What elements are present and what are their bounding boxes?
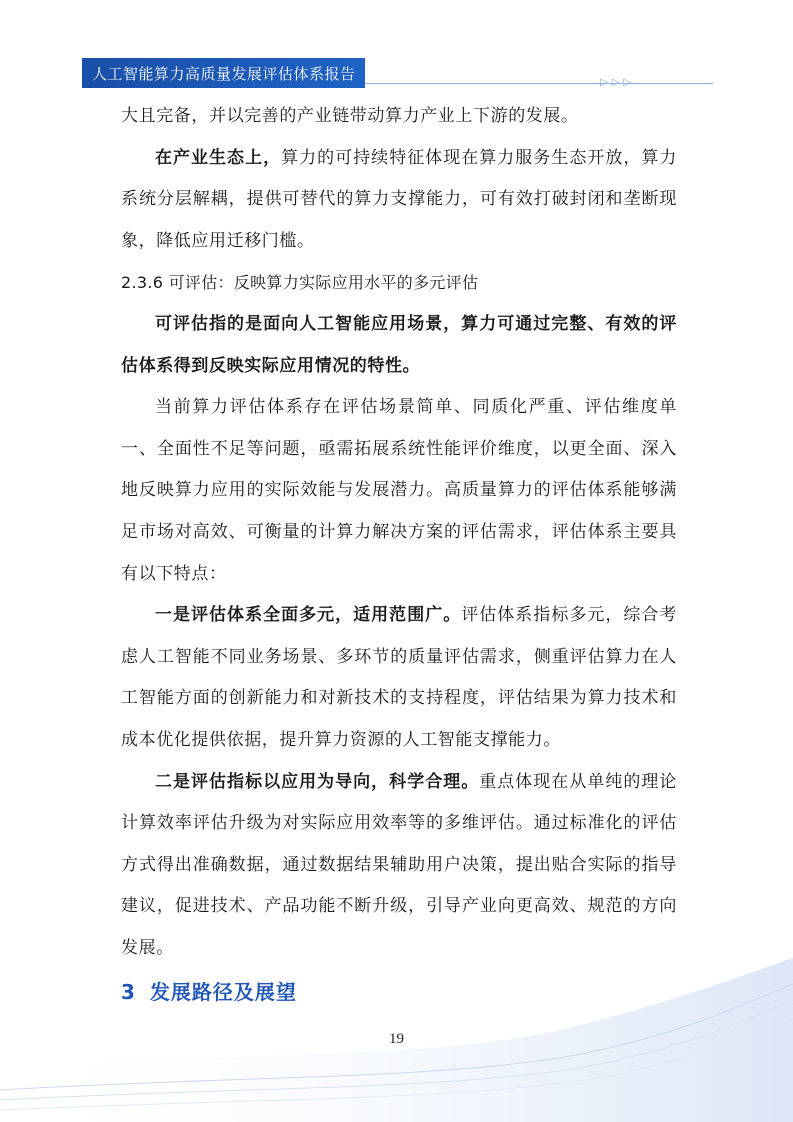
page-number: 19 <box>389 1031 404 1047</box>
chapter-title: 发展路径及展望 <box>149 980 297 1004</box>
paragraph-feature-1 <box>121 595 677 761</box>
paragraph-current-state: 当前算力评估体系存在评估场景简单、同质化严重、评估维度单一、全面性不足等问题，亟需拓展系统性能评价维度，以更全面、深入地反映算力应用的实际效能与发展潜力。高质量算力的评估体系能够满足市场对高效、可衡量的计算力解决方案的评估需求，评估体系主要具有以下特点： <box>121 397 677 584</box>
report-header-bar <box>82 58 365 88</box>
chapter-heading <box>121 976 297 1005</box>
paragraph-feature-2-text: 重点体现在从单纯的理论计算效率评估升级为对实际应用效率等的多维评估。通过标准化的评估方式得出准确数据，通过数据结果辅助用户决策，提出贴合实际的指导建议，促进技术、产品功能不断升级，引导产业向更高效、规范的方向发展。 <box>121 771 677 958</box>
paragraph-feature-1-text: 评估体系指标多元，综合考虑人工智能不同业务场景、多环节的质量评估需求，侧重评估算力在人工智能方面的创新能力和对新技术的支持程度，评估结果为算力技术和成本优化提供依据，提升算力资源的人工智能支撑能力。 <box>121 605 678 750</box>
section-heading-2-3-6: 2.3.6 可评估：反映算力实际应用水平的多元评估 <box>121 273 479 293</box>
paragraph-feature-1-lead: 一是评估体系全面多元，适用范围广。 <box>155 605 462 626</box>
report-title: 人工智能算力高质量发展评估体系报告 <box>92 65 356 83</box>
header-arrow-icons: ▷▷▷ <box>600 77 636 88</box>
paragraph-ecosystem <box>121 138 677 263</box>
paragraph-ecosystem-text: 算力的可持续特征体现在算力服务生态开放，算力系统分层解耦，提供可替代的算力支撑能力，可有效打破封闭和垄断现象，降低应用迁移门槛。 <box>121 147 678 251</box>
paragraph-1: 大且完备，并以完善的产业链带动算力产业上下游的发展。 <box>121 106 579 126</box>
paragraph-definition: 可评估指的是面向人工智能应用场景，算力可通过完整、有效的评估体系得到反映实际应用情况的特性。 <box>121 313 677 376</box>
page-body <box>121 96 677 969</box>
chapter-number: 3 <box>121 980 136 1004</box>
paragraph-feature-2 <box>121 762 677 970</box>
paragraph-ecosystem-lead: 在产业生态上， <box>155 147 282 168</box>
paragraph-feature-2-lead: 二是评估指标以应用为导向，科学合理。 <box>155 771 480 792</box>
header-divider <box>365 83 713 84</box>
